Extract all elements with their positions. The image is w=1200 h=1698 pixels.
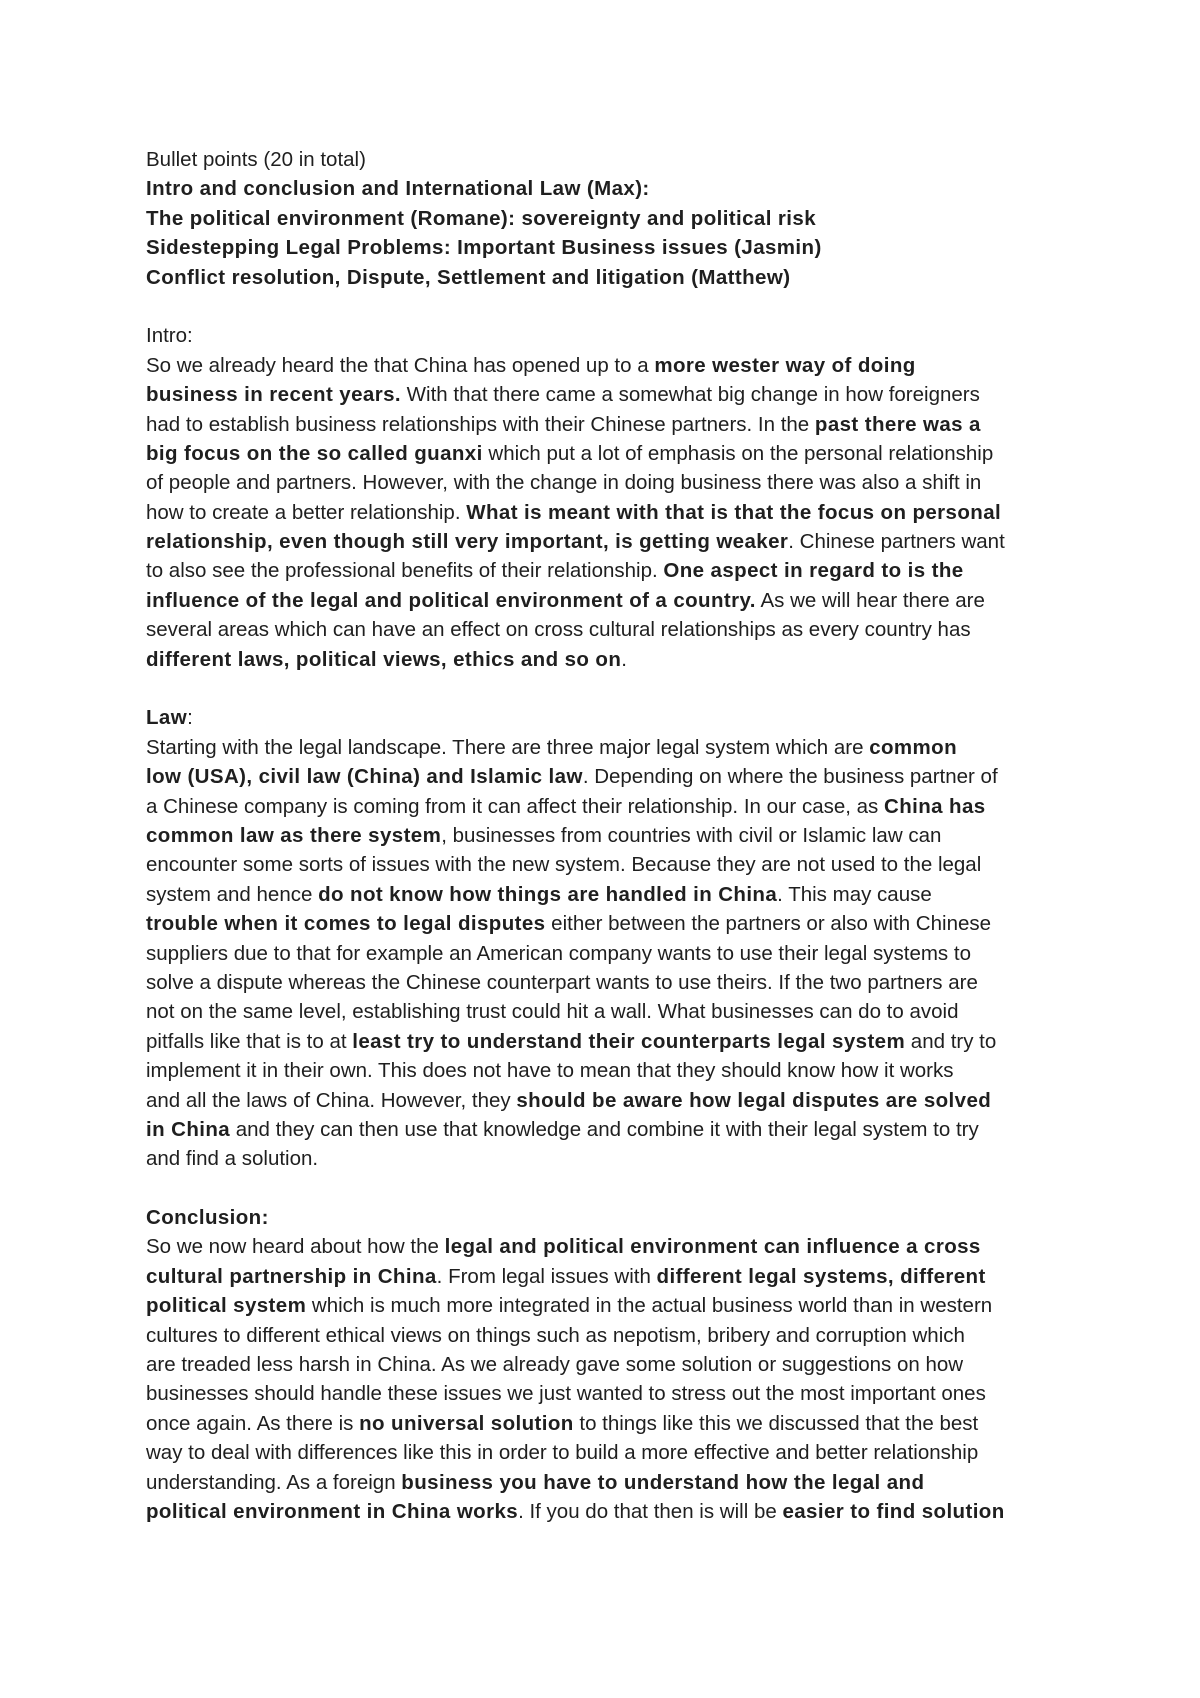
bold-text: in China <box>146 1117 231 1141</box>
text-run: . If you do that then is will be <box>518 1499 783 1523</box>
text-line <box>146 1321 1066 1350</box>
bold-text: relationship, even though still very important, is getting weaker <box>146 530 789 554</box>
bold-text: big focus on the so called guanxi <box>146 441 483 465</box>
bold-text: common law as there system <box>146 823 442 847</box>
bullet-item-political-environment: The political environment (Romane): sovereignty and political risk <box>146 206 816 230</box>
text-run: to things like this we discussed that the best <box>573 1411 979 1435</box>
text-run: which put a lot of emphasis on the personal relationship <box>482 441 994 465</box>
text-line <box>146 1027 1066 1056</box>
bold-text: One aspect in regard to is the <box>663 559 964 583</box>
bold-text: different laws, political views, ethics and so on <box>146 647 622 671</box>
text-run: to also see the professional benefits of their relationship. <box>146 559 664 583</box>
text-line <box>146 410 1066 439</box>
text-line <box>146 351 1066 380</box>
bold-text: cultural partnership in China <box>146 1264 437 1288</box>
text-run: had to establish business relationships with their Chinese partners. In the <box>146 412 815 436</box>
text-run: pitfalls like that is to at <box>146 1029 353 1053</box>
bold-text: should be aware how legal disputes are solved <box>516 1088 992 1112</box>
text-line <box>146 645 1066 674</box>
bullet-item-conflict-resolution: Conflict resolution, Dispute, Settlement and litigation (Matthew) <box>146 265 791 289</box>
bold-text: different legal systems, different <box>656 1264 986 1288</box>
text-line <box>146 968 1066 997</box>
text-line <box>146 1056 1066 1085</box>
text-line <box>146 909 1066 938</box>
text-line <box>146 939 1066 968</box>
text-run: With that there came a somewhat big change in how foreigners <box>400 383 980 407</box>
text-run: So we already heard the that China has opened up to a <box>146 353 655 377</box>
bold-text: do not know how things are handled in China <box>318 882 778 906</box>
text-line <box>146 1232 1066 1261</box>
law-heading: Law: <box>146 706 193 730</box>
text-run: a Chinese company is coming from it can affect their relationship. In our case, as <box>146 794 884 818</box>
text-run: So we now heard about how the <box>146 1235 445 1259</box>
text-line <box>146 880 1066 909</box>
text-run: encounter some sorts of issues with the new system. Because they are not used to the legal <box>146 853 982 877</box>
text-line <box>146 527 1066 556</box>
text-line <box>146 1144 1066 1173</box>
text-line <box>146 1262 1066 1291</box>
text-line <box>146 468 1066 497</box>
spacer <box>146 674 1066 703</box>
bold-text: influence of the legal and political environment of a country. <box>146 588 756 612</box>
text-run: . This may cause <box>777 882 932 906</box>
bold-text: more wester way of doing <box>654 353 916 377</box>
text-run: how to create a better relationship. <box>146 500 467 524</box>
text-line <box>146 821 1066 850</box>
bullet-item-intro-law: Intro and conclusion and International Law (Max): <box>146 177 650 201</box>
text-run: several areas which can have an effect on cross cultural relationships as every country has <box>146 618 971 642</box>
text-line <box>146 1409 1066 1438</box>
text-run: which is much more integrated in the actual business world than in western <box>306 1294 993 1318</box>
text-run: Starting with the legal landscape. There are three major legal system which are <box>146 735 870 759</box>
text-line <box>146 439 1066 468</box>
text-run: businesses should handle these issues we just wanted to stress out the most important ones <box>146 1382 986 1406</box>
intro-heading: Intro: <box>146 324 193 348</box>
bold-text: legal and political environment can influence a cross <box>444 1235 981 1259</box>
text-run: As we will hear there are <box>755 588 985 612</box>
spacer <box>146 1174 1066 1203</box>
text-line <box>146 1086 1066 1115</box>
text-run: not on the same level, establishing trust could hit a wall. What businesses can do to avoid <box>146 1000 959 1024</box>
bold-text: least try to understand their counterparts legal system <box>352 1029 906 1053</box>
bold-text: business you have to understand how the legal and <box>401 1470 925 1494</box>
bold-text: no universal solution <box>359 1411 574 1435</box>
text-run: cultures to different ethical views on things such as nepotism, bribery and corruption which <box>146 1323 965 1347</box>
text-run: and they can then use that knowledge and combine it with their legal system to try <box>230 1117 979 1141</box>
text-run: . Chinese partners want <box>788 530 1005 554</box>
bold-text: business in recent years. <box>146 383 401 407</box>
text-run: way to deal with differences like this in order to build a more effective and better relationship <box>146 1441 979 1465</box>
text-line <box>146 997 1066 1026</box>
text-run: system and hence <box>146 882 319 906</box>
text-line <box>146 850 1066 879</box>
text-line <box>146 380 1066 409</box>
text-line <box>146 1350 1066 1379</box>
text-run: . Depending on where the business partner of <box>582 765 998 789</box>
text-run: and try to <box>905 1029 997 1053</box>
text-run: of people and partners. However, with the change in doing business there was also a shift in <box>146 471 982 495</box>
text-line <box>146 762 1066 791</box>
text-run: and all the laws of China. However, they <box>146 1088 517 1112</box>
bullet-item-legal-problems: Sidestepping Legal Problems: Important Business issues (Jasmin) <box>146 236 822 260</box>
text-line <box>146 1379 1066 1408</box>
bold-text: China has <box>883 794 986 818</box>
text-run: , businesses from countries with civil or Islamic law can <box>441 823 942 847</box>
text-run: are treaded less harsh in China. As we already gave some solution or suggestions on how <box>146 1353 964 1377</box>
text-line <box>146 615 1066 644</box>
bold-text: easier to find solution <box>782 1499 1005 1523</box>
text-line <box>146 498 1066 527</box>
bold-text: past there was a <box>814 412 981 436</box>
text-line <box>146 1497 1066 1526</box>
text-run: once again. As there is <box>146 1411 360 1435</box>
law-paragraph <box>146 733 1066 1174</box>
intro-paragraph <box>146 351 1066 674</box>
text-line <box>146 556 1066 585</box>
bold-text: What is meant with that is that the focus on personal <box>466 500 1002 524</box>
document-page <box>146 145 1066 1526</box>
text-run: . <box>621 647 627 671</box>
text-line <box>146 792 1066 821</box>
text-run: and find a solution. <box>146 1147 319 1171</box>
text-run: implement it in their own. This does not have to mean that they should know how it works <box>146 1059 954 1083</box>
bold-text: political environment in China works <box>146 1499 519 1523</box>
text-run: understanding. As a foreign <box>146 1470 402 1494</box>
text-run: either between the partners or also with Chinese <box>545 912 992 936</box>
text-line <box>146 1291 1066 1320</box>
text-line <box>146 1115 1066 1144</box>
text-line <box>146 1468 1066 1497</box>
bold-text: low (USA), civil law (China) and Islamic law <box>146 765 583 789</box>
bold-text: political system <box>146 1294 307 1318</box>
text-run: suppliers due to that for example an American company wants to use their legal systems to <box>146 941 971 965</box>
spacer <box>146 292 1066 321</box>
text-line <box>146 733 1066 762</box>
text-run: . From legal issues with <box>436 1264 657 1288</box>
bold-text: trouble when it comes to legal disputes <box>146 912 546 936</box>
bullet-points-title: Bullet points (20 in total) <box>146 148 366 171</box>
bold-text: common <box>869 735 958 759</box>
conclusion-paragraph <box>146 1232 1066 1526</box>
text-run: solve a dispute whereas the Chinese counterpart wants to use theirs. If the two partners are <box>146 970 978 994</box>
conclusion-heading: Conclusion: <box>146 1206 269 1230</box>
text-line <box>146 586 1066 615</box>
text-line <box>146 1438 1066 1467</box>
